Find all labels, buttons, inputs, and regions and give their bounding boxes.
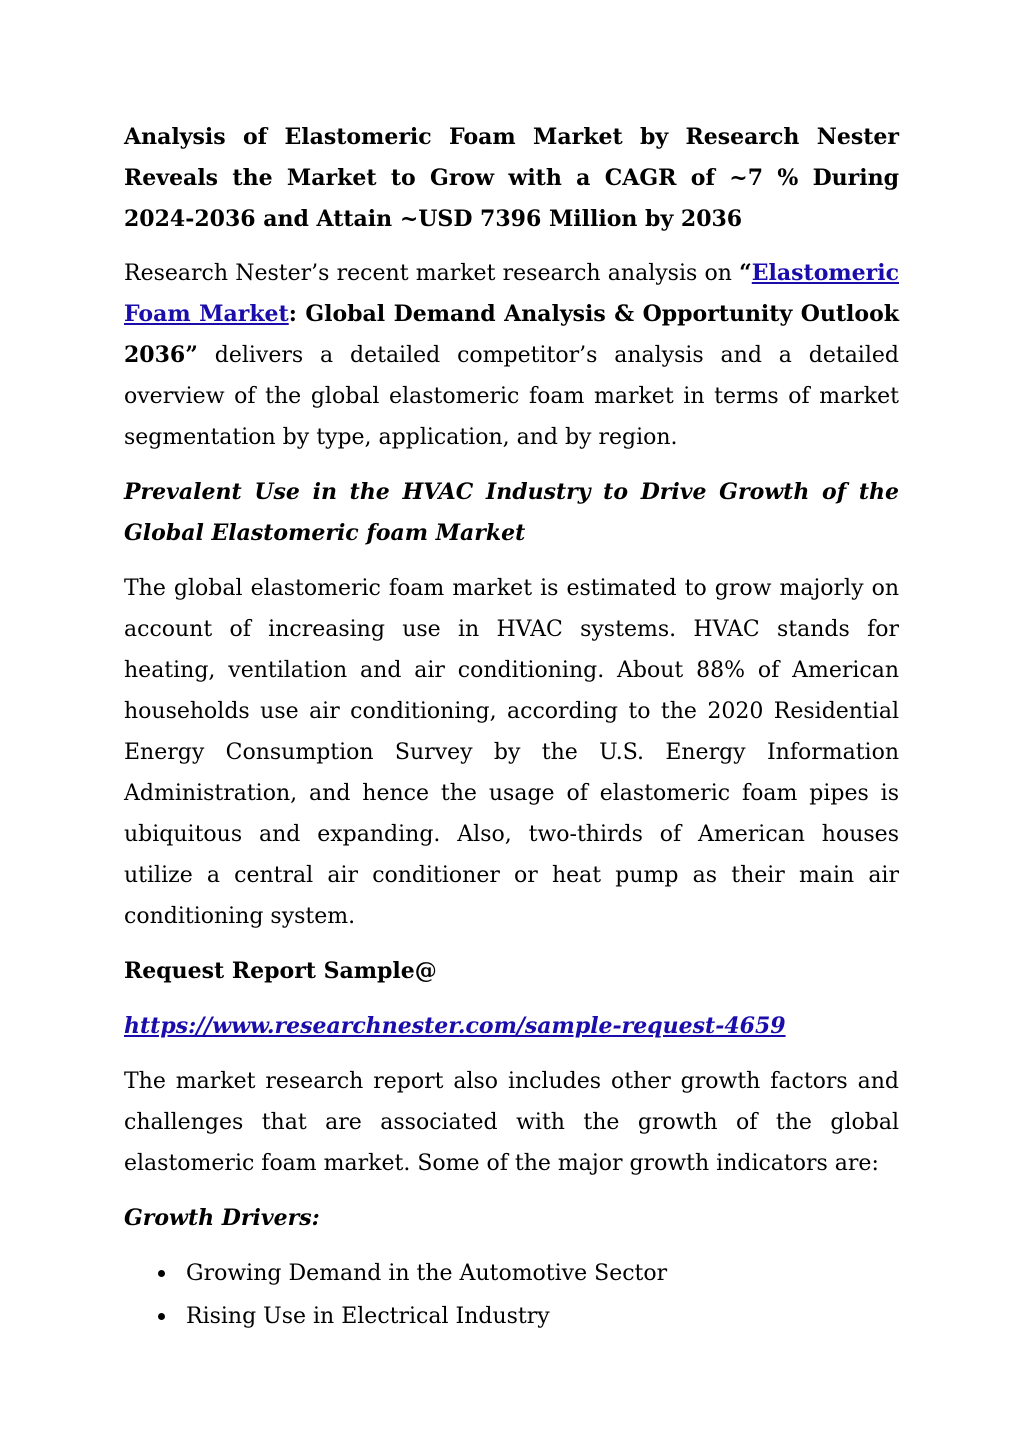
list-item-text: Rising Use in Electrical Industry: [186, 1304, 550, 1329]
bullet-icon: [158, 1270, 165, 1277]
list-item: [124, 1295, 899, 1338]
spacer: [124, 240, 899, 253]
report-title-rest: : Global Demand Analysis & Opportunity Outlook 2036”: [124, 301, 900, 368]
section-heading-hvac: Prevalent Use in the HVAC Industry to Drive Growth of the Global Elastomeric foam Market: [124, 479, 899, 546]
spacer: [124, 1239, 899, 1252]
list-item: [124, 1252, 899, 1295]
spacer: [124, 937, 899, 951]
spacer: [124, 992, 899, 1006]
growth-drivers-heading: Growth Drivers:: [124, 1205, 320, 1231]
request-sample-label: Request Report Sample@: [124, 958, 437, 984]
growth-factors-paragraph: The market research report also includes other growth factors and challenges that are associated with the growth of the global elastomeric foam market. Some of the major growth indicators are:: [124, 1069, 899, 1176]
sample-request-link[interactable]: https://www.researchnester.com/sample-request-4659: [124, 1013, 786, 1039]
growth-drivers-list: [124, 1252, 899, 1338]
document-page: [124, 117, 899, 1338]
spacer: [124, 1047, 899, 1061]
spacer: [124, 554, 899, 568]
bullet-icon: [158, 1313, 165, 1320]
list-item-text: Growing Demand in the Automotive Sector: [186, 1261, 668, 1286]
open-quote: “: [739, 260, 752, 286]
intro-lead: Research Nester’s recent market research analysis on: [124, 261, 740, 286]
elastomeric-foam-market-link[interactable]: Elastomeric Foam Market: [124, 260, 899, 327]
document-title: Analysis of Elastomeric Foam Market by Research Nester Reveals the Market to Grow with a CAGR of ~7 % During 2024-2036 and Attain ~USD 7396 Million by 2036: [124, 124, 899, 232]
spacer: [124, 1184, 899, 1198]
hvac-paragraph: The global elastomeric foam market is estimated to grow majorly on account of increasing use in HVAC systems. HVAC stands for heating, ventilation and air conditioning. About 88% of American households use air conditioning, according to the 2020 Residential Energy Consumption Survey by the U.S. Energy Information Administration, and hence the usage of elastomeric foam pipes is ubiquitous and expanding. Also, two-thirds of American houses utilize a central air conditioner or heat pump as their main air conditioning system.: [124, 576, 899, 929]
intro-body: delivers a detailed competitor’s analysis and a detailed overview of the global elastomeric foam market in terms of market segmentation by type, application, and by region.: [124, 343, 899, 450]
intro-paragraph: [124, 253, 899, 458]
spacer: [124, 458, 899, 472]
